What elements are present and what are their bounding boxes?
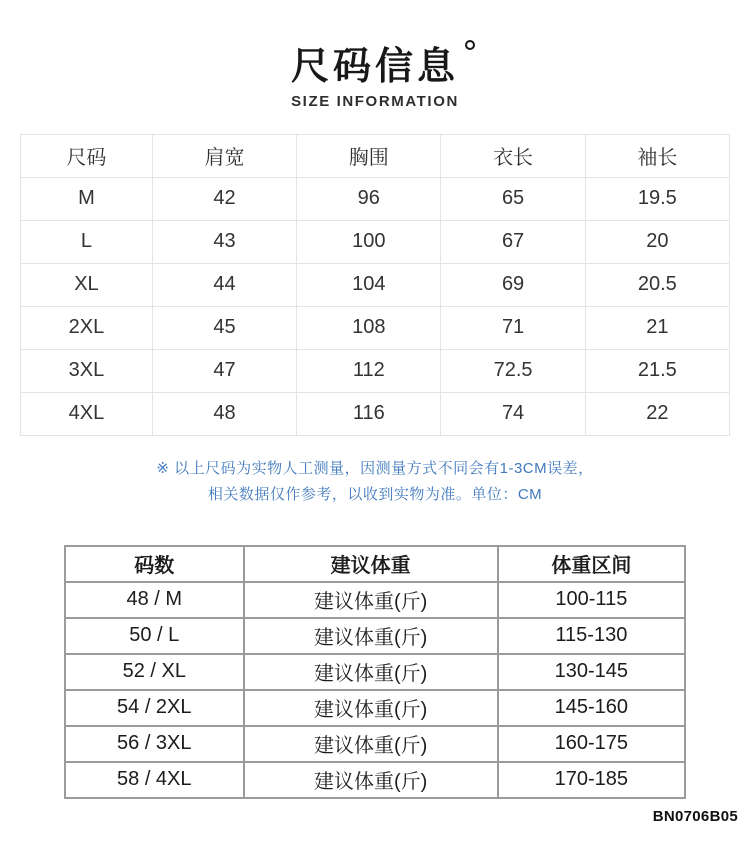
table-row xyxy=(65,654,685,690)
table-row xyxy=(65,582,685,618)
table-cell: 19.5 xyxy=(585,177,729,220)
table-cell: 47 xyxy=(152,349,296,392)
table-row xyxy=(21,349,730,392)
table-cell: 4XL xyxy=(21,392,153,435)
table-cell: 2XL xyxy=(21,306,153,349)
note-line-1: ※ 以上尺码为实物人工测量，因测量方式不同会有1-3CM误差， xyxy=(156,459,594,477)
table-cell: 43 xyxy=(152,220,296,263)
table-cell: 22 xyxy=(585,392,729,435)
table-cell: 建议体重(斤) xyxy=(244,618,498,654)
table-cell: 115-130 xyxy=(498,618,685,654)
table-cell: 建议体重(斤) xyxy=(244,726,498,762)
table-cell: 72.5 xyxy=(441,349,585,392)
table-cell: 48 / M xyxy=(65,582,244,618)
table-row xyxy=(21,392,730,435)
weight-table-body xyxy=(65,582,685,798)
table-cell: 建议体重(斤) xyxy=(244,654,498,690)
table-cell: 20.5 xyxy=(585,263,729,306)
column-header-length: 衣长 xyxy=(441,134,585,177)
table-cell: 52 / XL xyxy=(65,654,244,690)
table-cell: 21.5 xyxy=(585,349,729,392)
table-cell: 建议体重(斤) xyxy=(244,690,498,726)
title-wrapper xyxy=(291,46,459,90)
table-cell: M xyxy=(21,177,153,220)
table-row xyxy=(65,618,685,654)
table-row xyxy=(65,762,685,798)
table-row xyxy=(21,263,730,306)
table-cell: 建议体重(斤) xyxy=(244,582,498,618)
table-cell: 112 xyxy=(297,349,441,392)
table-cell: 108 xyxy=(297,306,441,349)
table-cell: 21 xyxy=(585,306,729,349)
table-cell: 42 xyxy=(152,177,296,220)
table-cell: 96 xyxy=(297,177,441,220)
table-cell: 48 xyxy=(152,392,296,435)
table-header-row xyxy=(21,134,730,177)
table-cell: 54 / 2XL xyxy=(65,690,244,726)
table-cell: 104 xyxy=(297,263,441,306)
table-cell: 65 xyxy=(441,177,585,220)
table-cell: 74 xyxy=(441,392,585,435)
table-row xyxy=(65,690,685,726)
table-cell: 3XL xyxy=(21,349,153,392)
table-cell: 67 xyxy=(441,220,585,263)
measurement-note xyxy=(0,456,750,508)
table-cell: XL xyxy=(21,263,153,306)
table-cell: 116 xyxy=(297,392,441,435)
table-cell: 44 xyxy=(152,263,296,306)
note-line-2: 相关数据仅作参考，以收到实物为准。单位：CM xyxy=(207,485,543,503)
size-table-body xyxy=(21,177,730,435)
weight-table-header xyxy=(65,546,685,582)
table-row xyxy=(65,726,685,762)
table-cell: 45 xyxy=(152,306,296,349)
table-row xyxy=(21,220,730,263)
table-cell: 20 xyxy=(585,220,729,263)
table-cell: L xyxy=(21,220,153,263)
size-measurement-table xyxy=(20,134,730,436)
table-cell: 100-115 xyxy=(498,582,685,618)
table-cell: 建议体重(斤) xyxy=(244,762,498,798)
table-cell: 160-175 xyxy=(498,726,685,762)
product-code: BN0706B05 xyxy=(652,807,738,825)
table-row xyxy=(21,177,730,220)
table-cell: 130-145 xyxy=(498,654,685,690)
table-header-row xyxy=(65,546,685,582)
column-header-size: 尺码 xyxy=(21,134,153,177)
column-header-sleeve: 袖长 xyxy=(585,134,729,177)
degree-circle-icon xyxy=(465,40,475,50)
table-cell: 71 xyxy=(441,306,585,349)
page-subtitle: SIZE INFORMATION xyxy=(291,92,459,110)
weight-recommendation-table xyxy=(64,545,686,799)
table-cell: 56 / 3XL xyxy=(65,726,244,762)
table-cell: 170-185 xyxy=(498,762,685,798)
title-block xyxy=(0,0,750,110)
column-header-weight-range: 体重区间 xyxy=(498,546,685,582)
column-header-chest: 胸围 xyxy=(297,134,441,177)
table-row xyxy=(21,306,730,349)
table-cell: 50 / L xyxy=(65,618,244,654)
page-title: 尺码信息 xyxy=(290,46,459,88)
table-cell: 100 xyxy=(297,220,441,263)
column-header-shoulder: 肩宽 xyxy=(152,134,296,177)
size-table-header xyxy=(21,134,730,177)
column-header-size-number: 码数 xyxy=(65,546,244,582)
table-cell: 69 xyxy=(441,263,585,306)
column-header-weight-advice: 建议体重 xyxy=(244,546,498,582)
table-cell: 145-160 xyxy=(498,690,685,726)
table-cell: 58 / 4XL xyxy=(65,762,244,798)
